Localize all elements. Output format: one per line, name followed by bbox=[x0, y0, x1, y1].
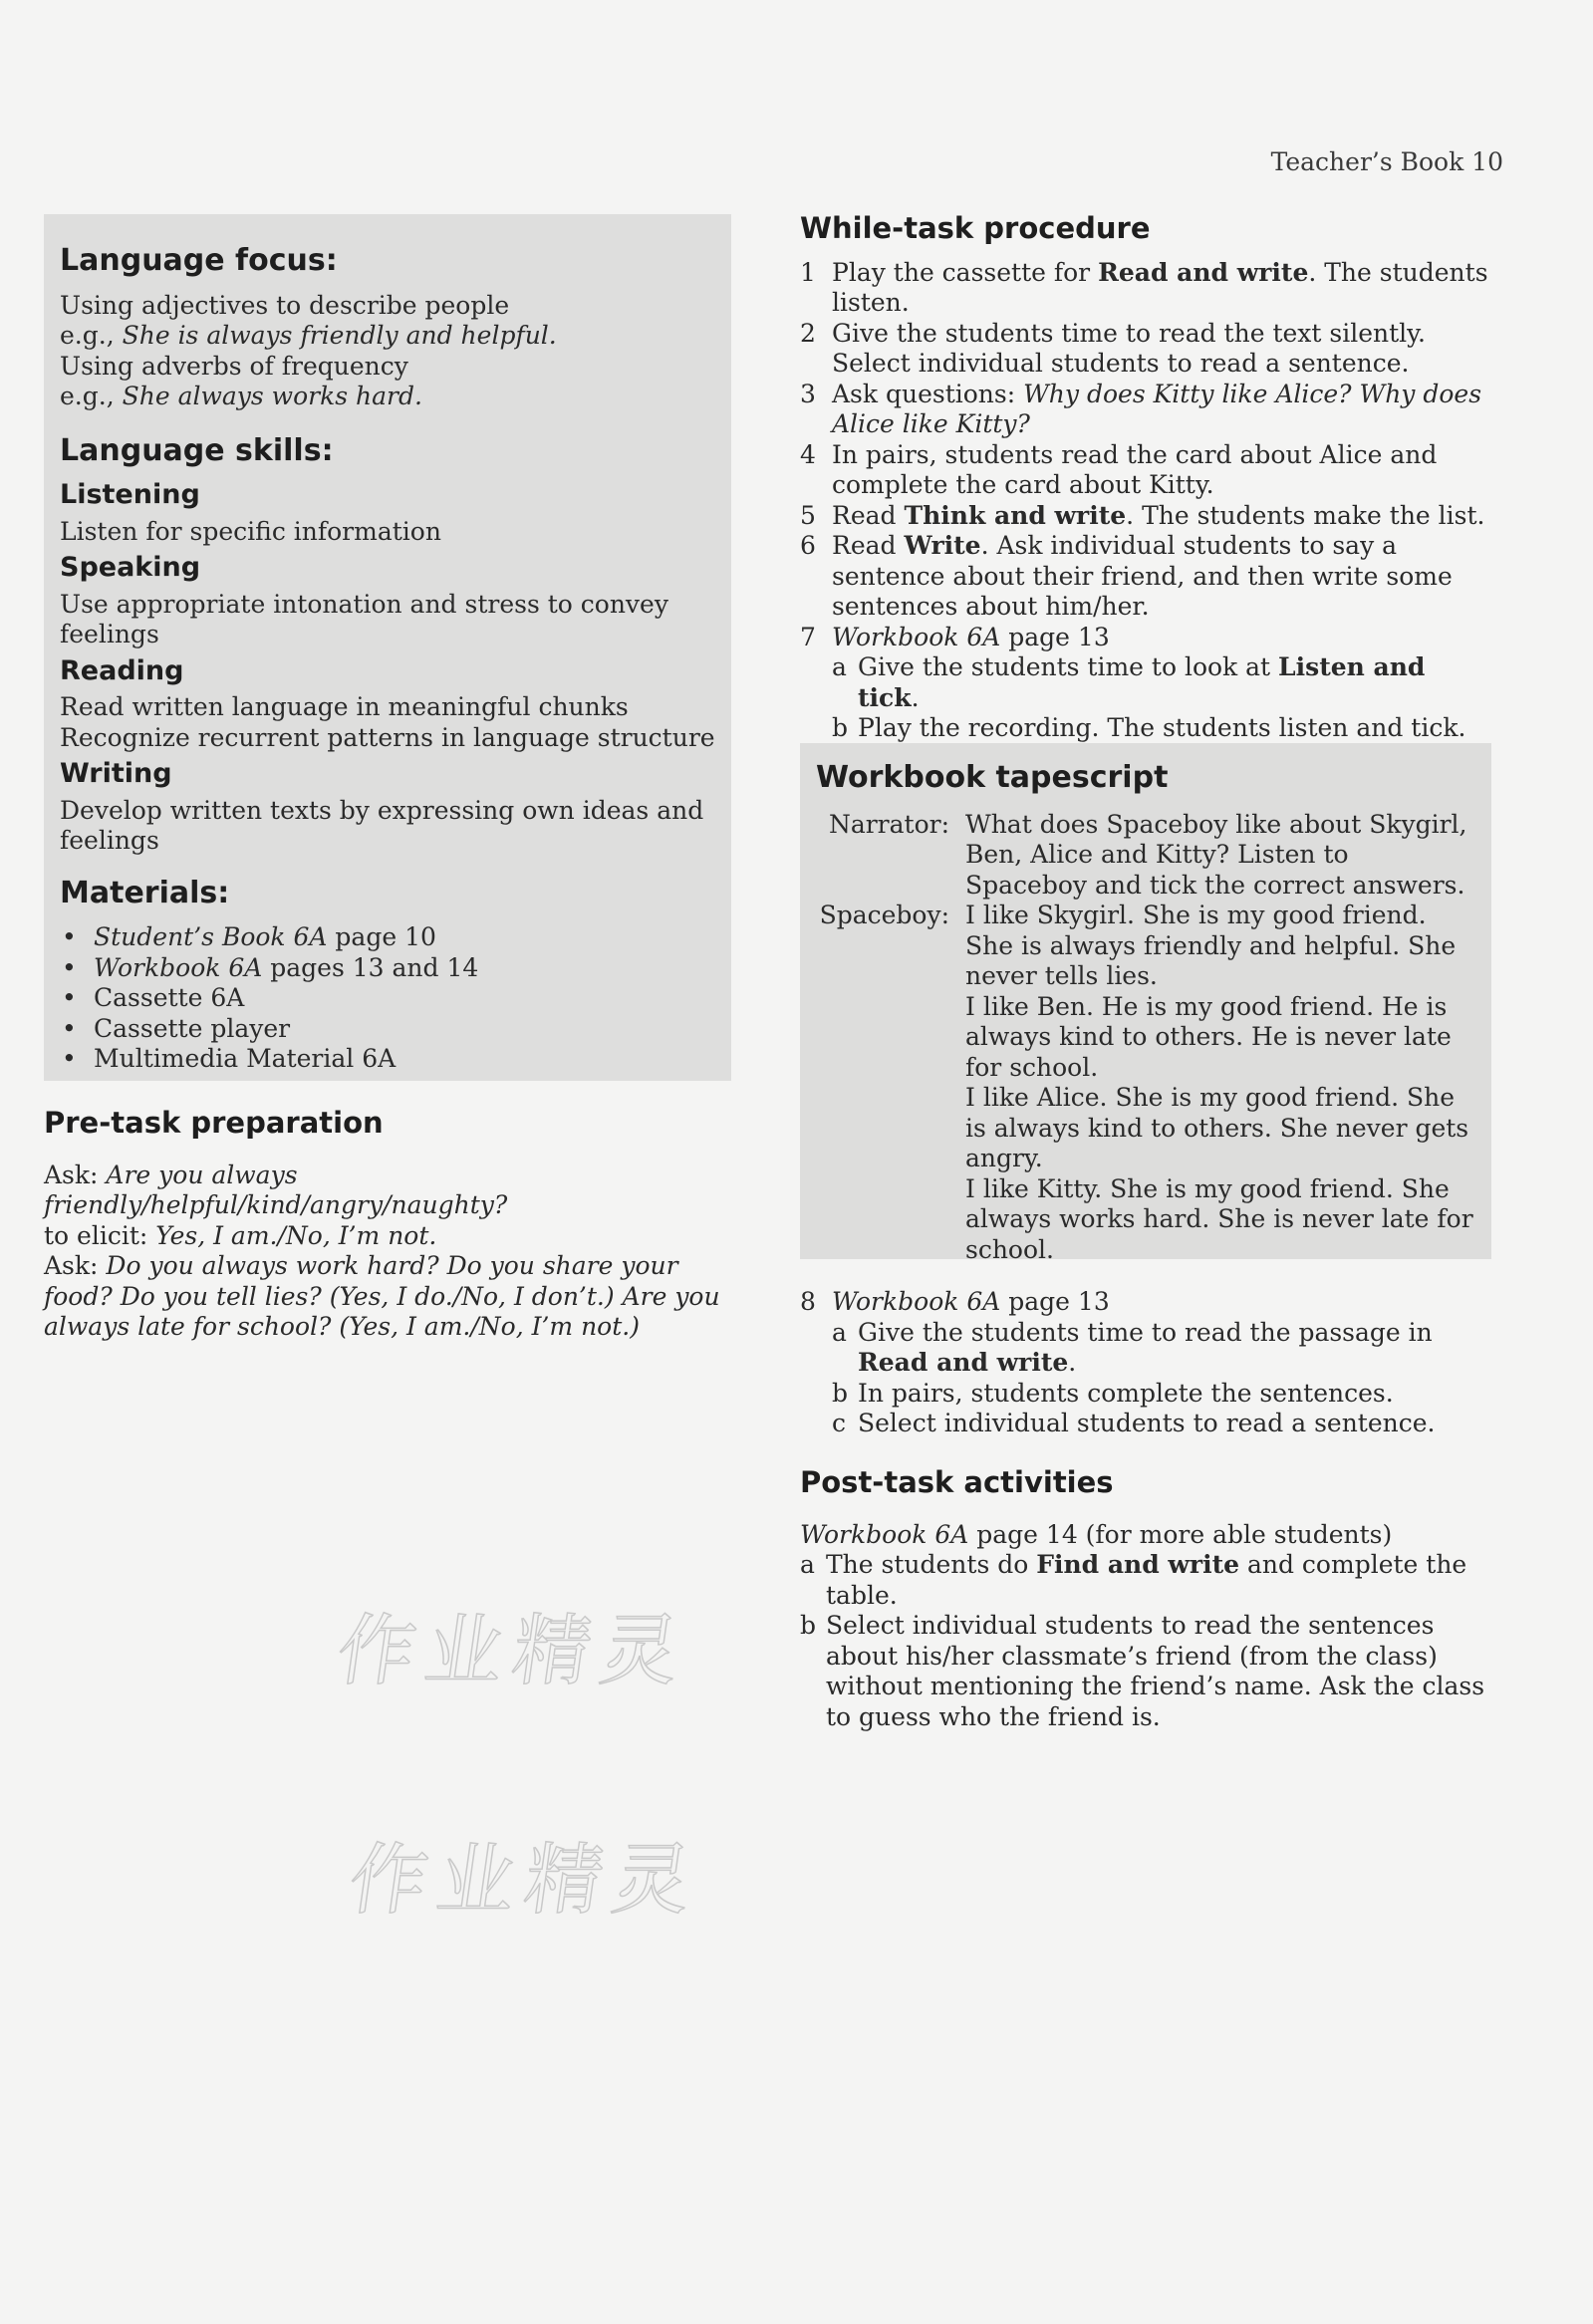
step-item: 6 Read Write. Ask individual students to say a sentence about their friend, and then write some sentences about him/her. bbox=[800, 531, 1453, 621]
step-item: 7 Workbook 6A page 13 a Give the students time to look at Listen and tick. b Play the recording. The students listen and tick. bbox=[800, 623, 1491, 744]
focus-example: e.g., She is always friendly and helpful. bbox=[60, 321, 557, 350]
tapescript-heading: Workbook tapescript bbox=[816, 760, 1169, 795]
tapescript-line bbox=[816, 810, 1475, 902]
skill-speaking-text: Use appropriate intonation and stress to convey feelings bbox=[60, 589, 668, 648]
posttask-intro: Workbook 6A page 14 (for more able students) bbox=[800, 1519, 1393, 1549]
language-skills-heading: Language skills: bbox=[60, 432, 334, 468]
step-subitem: a Give the students time to read the passage in Read and write. bbox=[832, 1317, 1433, 1377]
posttask-item: a The students do Find and write and complete the table. bbox=[800, 1550, 1467, 1610]
materials-item: • Cassette player bbox=[60, 1014, 715, 1045]
materials-item: • Multimedia Material 6A bbox=[60, 1044, 715, 1075]
while-task-steps bbox=[800, 258, 1491, 744]
step-subitem: b In pairs, students complete the sentences. bbox=[832, 1378, 1394, 1408]
step7-subitems bbox=[832, 652, 1491, 744]
pretask-text: Ask: Are you always friendly/helpful/kind/angry/naughty? to elicit: Yes, I am./No, I’m not. Ask: Do you always work hard? Do you share your food? Do you tell lies? (Yes, I do./No, I don’t.) Are you always late for school? (Yes, I am./No, I’m not.) bbox=[44, 1160, 720, 1341]
workbook-tapescript-box bbox=[800, 743, 1491, 1264]
materials-item: • Cassette 6A bbox=[60, 983, 715, 1014]
focus-example: e.g., She always works hard. bbox=[60, 382, 422, 410]
skill-reading-heading: Reading bbox=[60, 654, 184, 686]
skill-writing-text: Develop written texts by expressing own ideas and feelings bbox=[60, 795, 704, 855]
watermark: 作业精灵 bbox=[343, 1836, 707, 1926]
tapescript-line bbox=[816, 901, 1475, 992]
materials-item: • Student’s Book 6A page 10 bbox=[60, 922, 715, 953]
skill-reading-text: Read written language in meaningful chunks bbox=[60, 692, 629, 721]
step-item: 1 Play the cassette for Read and write. The students listen. bbox=[800, 257, 1488, 317]
pretask-heading: Pre-task preparation bbox=[44, 1106, 384, 1140]
step-item: 5 Read Think and write. The students make the list. bbox=[800, 500, 1485, 530]
while-task-heading: While-task procedure bbox=[800, 211, 1151, 245]
focus-line: Using adverbs of frequency bbox=[60, 351, 408, 381]
step8-section bbox=[800, 1287, 1491, 1439]
skill-speaking-heading: Speaking bbox=[60, 552, 201, 583]
tapescript-speaker: Spaceboy: bbox=[819, 901, 949, 929]
tapescript-speech: I like Kitty. She is my good friend. She always works hard. She is never late for school. bbox=[965, 1173, 1473, 1264]
step-item: 3 Ask questions: Why does Kitty like Alice? Why does Alice like Kitty? bbox=[800, 379, 1482, 438]
skill-listening-heading: Listening bbox=[60, 479, 200, 510]
tapescript-speech: What does Spaceboy like about Skygirl, Ben, Alice and Kitty? Listen to Spaceboy and tick the correct answers. bbox=[965, 809, 1467, 900]
page-header: Teacher’s Book 10 bbox=[1270, 147, 1503, 176]
skill-reading-text: Recognize recurrent patterns in language structure bbox=[60, 722, 715, 752]
language-focus-lines bbox=[60, 291, 715, 412]
tapescript-speech: I like Ben. He is my good friend. He is always kind to others. He is never late for school. bbox=[965, 991, 1452, 1082]
lesson-focus-box bbox=[44, 214, 731, 1081]
pretask-section bbox=[44, 1108, 731, 1343]
posttask-item: b Select individual students to read the sentences about his/her classmate’s friend (from the class) without mentioning the friend’s name. Ask the class to guess who the friend is. bbox=[800, 1611, 1485, 1731]
tapescript-line bbox=[816, 1083, 1475, 1174]
step-subitem: b Play the recording. The students listen and tick. bbox=[832, 713, 1466, 742]
step-subitem: a Give the students time to look at Listen and tick. bbox=[832, 652, 1426, 712]
tapescript-speaker: Narrator: bbox=[828, 809, 949, 839]
tapescript-speech: I like Alice. She is my good friend. She is always kind to others. She never gets angry. bbox=[965, 1083, 1469, 1172]
step8-subitems bbox=[832, 1318, 1491, 1439]
tapescript-speech: I like Skygirl. She is my good friend. She is always friendly and helpful. She never tells lies. bbox=[965, 901, 1457, 990]
language-focus-heading: Language focus: bbox=[60, 243, 338, 278]
materials-item: • Workbook 6A pages 13 and 14 bbox=[60, 953, 715, 984]
step-item: 8 Workbook 6A page 13 a Give the students time to read the passage in Read and write. b In pairs, students complete the sentences. c Select individual students to read a sentence. bbox=[800, 1287, 1491, 1439]
step8-list bbox=[800, 1287, 1491, 1439]
focus-line: Using adjectives to describe people bbox=[60, 290, 510, 320]
tapescript-line bbox=[816, 1174, 1475, 1266]
skill-listening-text: Listen for specific information bbox=[60, 516, 441, 546]
posttask-heading: Post-task activities bbox=[800, 1465, 1114, 1499]
materials-list bbox=[60, 922, 715, 1075]
step-item: 2 Give the students time to read the text silently. Select individual students to read a sentence. bbox=[800, 318, 1426, 378]
step-subitem: c Select individual students to read a sentence. bbox=[832, 1409, 1436, 1437]
step-item: 4 In pairs, students read the card about Alice and complete the card about Kitty. bbox=[800, 439, 1438, 499]
tapescript-line bbox=[816, 992, 1475, 1084]
posttask-section bbox=[800, 1467, 1491, 1732]
materials-heading: Materials: bbox=[60, 875, 230, 910]
posttask-items bbox=[800, 1550, 1491, 1732]
while-task-section bbox=[800, 213, 1491, 744]
skill-writing-heading: Writing bbox=[60, 758, 172, 789]
watermark: 作业精灵 bbox=[331, 1607, 695, 1696]
